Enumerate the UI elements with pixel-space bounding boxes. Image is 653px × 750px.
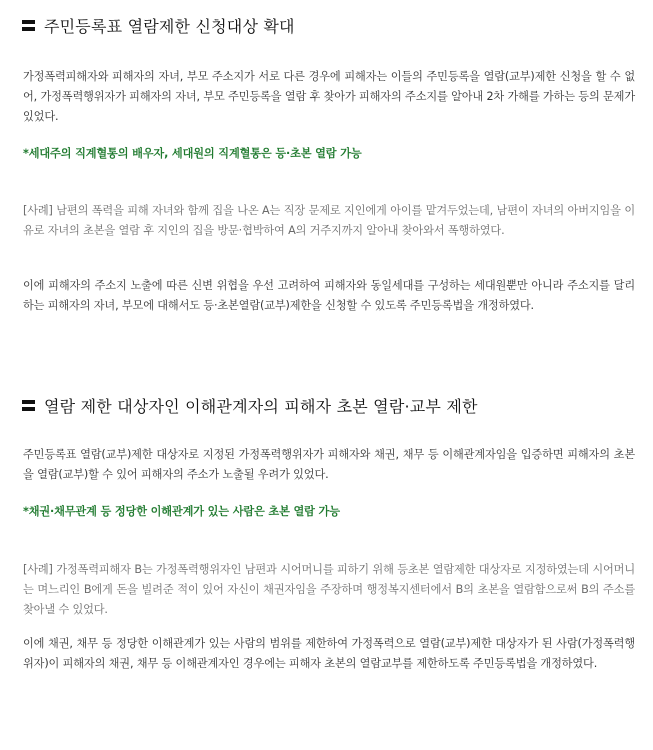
highlight-note: *채권·채무관계 등 정당한 이해관계가 있는 사람은 초본 열람 가능 — [23, 505, 340, 518]
heading-bullet-icon — [22, 19, 35, 32]
section-intro-paragraph: 가정폭력피해자와 피해자의 자녀, 부모 주소지가 서로 다른 경우에 피해자는 이들의 주민등록을 열람(교부)제한 신청을 할 수 없어, 가정폭력행위자가 피해자의 자녀, 부모 주민등록을 열람 후 찾아가 피해자의 주소지를 알아내 2차 가해를 가하는 등의 문제가 있었다. — [23, 70, 635, 123]
highlight-note: *세대주의 직계혈통의 배우자, 세대원의 직계혈통은 등·초본 열람 가능 — [23, 147, 362, 160]
section-title: 주민등록표 열람제한 신청대상 확대 — [44, 16, 295, 36]
section-heading-1 — [22, 13, 295, 37]
result-paragraph: 이에 채권, 채무 등 정당한 이해관계가 있는 사람의 범위를 제한하여 가정폭력으로 열람(교부)제한 대상자가 된 사람(가정폭력행위자)이 피해자의 채권, 채무 등 이해관계자인 경우에는 피해자 초본의 열람교부를 제한하도록 주민등록법을 개정하였다. — [23, 637, 635, 670]
case-example-paragraph: [사례] 가정폭력피해자 B는 가정폭력행위자인 남편과 시어머니를 피하기 위해 등초본 열람제한 대상자로 지정하였는데 시어머니는 며느리인 B에게 돈을 빌려준 적이 있어 자신이 채권자임을 주장하며 행정복지센터에서 B의 초본을 열람함으로써 B의 주소를 찾아낼 수 있었다. — [23, 563, 635, 616]
heading-bullet-icon — [22, 399, 35, 412]
section-intro-paragraph: 주민등록표 열람(교부)제한 대상자로 지정된 가정폭력행위자가 피해자와 채권, 채무 등 이해관계자임을 입증하면 피해자의 초본을 열람(교부)할 수 있어 피해자의 주소가 노출될 우려가 있었다. — [23, 448, 635, 481]
case-example-paragraph: [사례] 남편의 폭력을 피해 자녀와 함께 집을 나온 A는 직장 문제로 지인에게 아이를 맡겨두었는데, 남편이 자녀의 아버지임을 이유로 자녀의 초본을 열람 후 지인의 집을 방문·협박하여 A의 거주지까지 알아내 찾아와서 폭행하였다. — [23, 204, 635, 237]
result-paragraph: 이에 피해자의 주소지 노출에 따른 신변 위협을 우선 고려하여 피해자와 동일세대를 구성하는 세대원뿐만 아니라 주소지를 달리하는 피해자의 자녀, 부모에 대해서도 등·초본열람(교부)제한을 신청할 수 있도록 주민등록법을 개정하였다. — [23, 279, 635, 312]
section-heading-2 — [22, 393, 478, 417]
section-title: 열람 제한 대상자인 이해관계자의 피해자 초본 열람·교부 제한 — [44, 396, 478, 416]
